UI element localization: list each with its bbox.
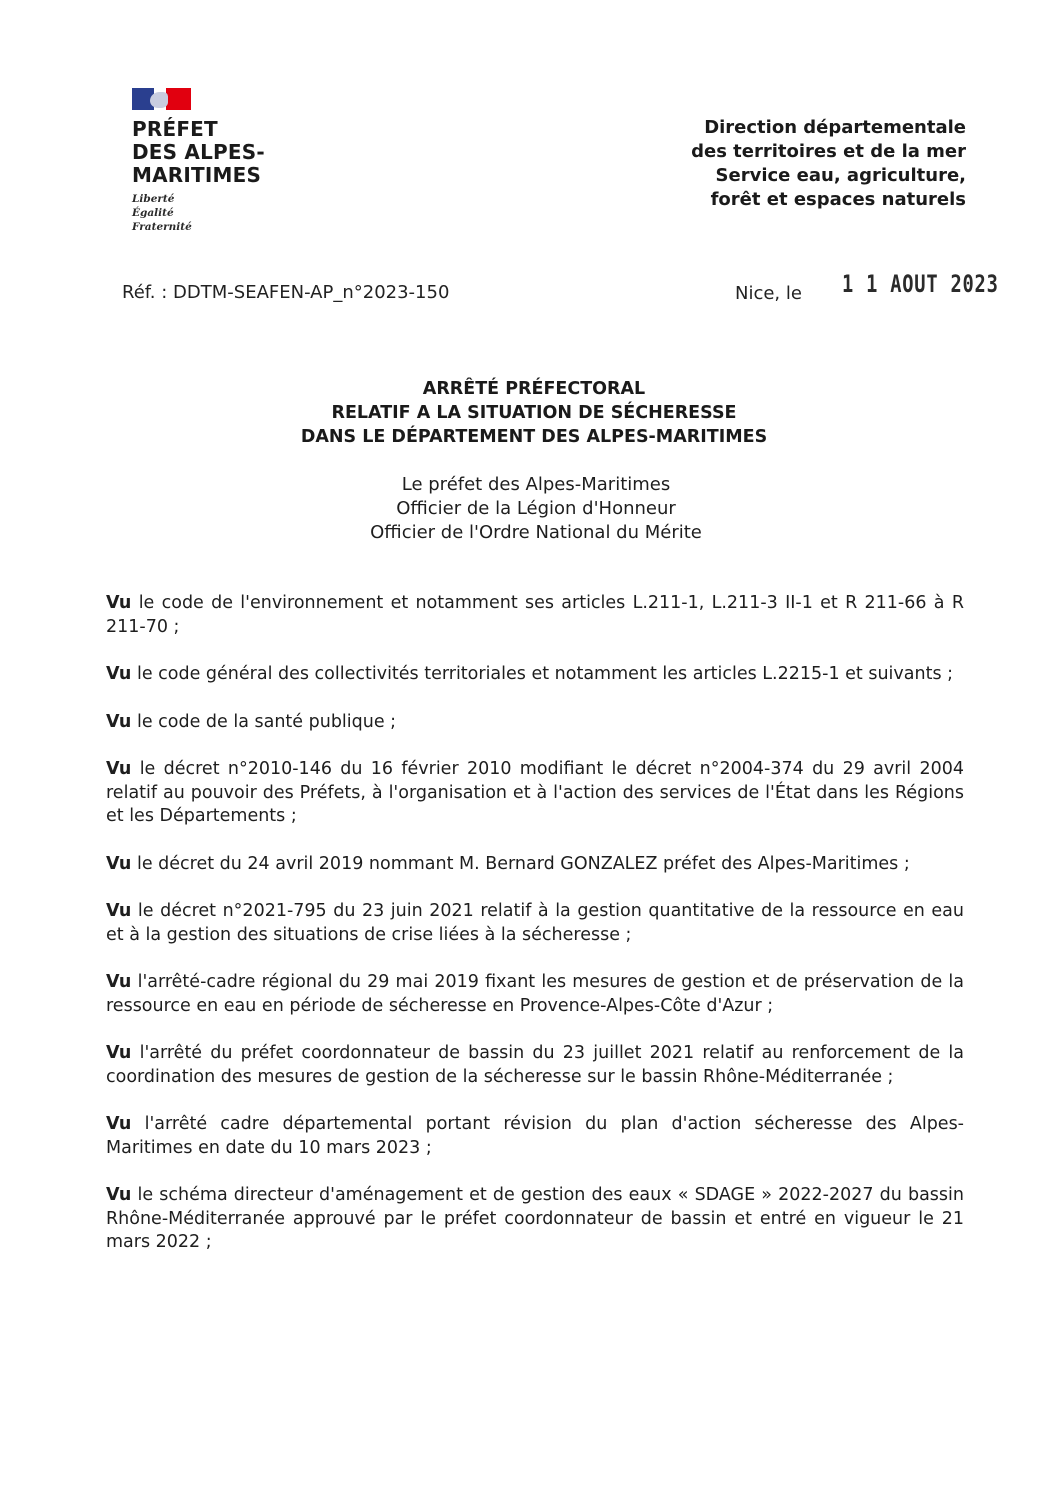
logo-title-line: DES ALPES-	[132, 140, 265, 164]
vu-lead: Vu	[106, 593, 132, 613]
consideration-paragraph	[106, 900, 964, 947]
prefect-identity	[0, 473, 1060, 545]
title-line: ARRÊTÉ PRÉFECTORAL	[422, 379, 646, 399]
prefect-line: Officier de la Légion d'Honneur	[396, 498, 676, 519]
vu-lead: Vu	[106, 1043, 132, 1063]
direction-line: forêt et espaces naturels	[710, 189, 966, 210]
republic-motto	[132, 192, 312, 234]
consideration-paragraph	[106, 1042, 964, 1089]
vu-lead: Vu	[106, 759, 132, 779]
marianne-flag-icon	[132, 88, 191, 110]
vu-lead: Vu	[106, 853, 132, 874]
logo-title-line: PRÉFET	[132, 117, 218, 141]
issuing-direction	[691, 116, 966, 212]
title-line: RELATIF A LA SITUATION DE SÉCHERESSE	[331, 403, 737, 423]
title-line: DANS LE DÉPARTEMENT DES ALPES-MARITIMES	[300, 427, 768, 447]
vu-lead: Vu	[106, 1114, 132, 1134]
motto-line: Fraternité	[132, 221, 192, 233]
consideration-text: le code de l'environnement et notamment ses articles L.211-1, L.211-3 II-1 et R 211-66 à R 211-70 ;	[106, 593, 964, 637]
consideration-text: le décret n°2021-795 du 23 juin 2021 relatif à la gestion quantitative de la ressource en eau et à la gestion des situations de crise liées à la sécheresse ;	[106, 901, 964, 945]
vu-lead: Vu	[106, 711, 132, 732]
consideration-paragraph	[106, 853, 964, 877]
consideration-paragraph	[106, 971, 964, 1018]
consideration-paragraph	[106, 1113, 964, 1160]
direction-line: Direction départementale	[704, 117, 966, 138]
prefecture-logo	[132, 88, 312, 234]
direction-line: des territoires et de la mer	[691, 141, 966, 162]
logo-title	[132, 118, 312, 187]
consideration-text: l'arrêté cadre départemental portant révision du plan d'action sécheresse des Alpes-Maritimes en date du 10 mars 2023 ;	[106, 1114, 964, 1158]
consideration-paragraph	[106, 1184, 964, 1255]
prefect-line: Officier de l'Ordre National du Mérite	[370, 522, 702, 543]
consideration-text: le décret n°2010-146 du 16 février 2010 modifiant le décret n°2004-374 du 29 avril 2004 relatif au pouvoir des Préfets, à l'organisation et à l'action des services de l'État dans les Régions et les Départements ;	[106, 759, 964, 826]
direction-line: Service eau, agriculture,	[715, 165, 966, 186]
vu-lead: Vu	[106, 901, 132, 921]
vu-lead: Vu	[106, 1185, 132, 1205]
consideration-paragraph	[106, 711, 964, 735]
consideration-paragraph	[106, 758, 964, 829]
logo-title-line: MARITIMES	[132, 163, 262, 187]
consideration-text: le code de la santé publique ;	[131, 711, 397, 732]
consideration-text: le décret du 24 avril 2019 nommant M. Bernard GONZALEZ préfet des Alpes-Maritimes ;	[131, 853, 910, 874]
vu-lead: Vu	[106, 972, 132, 992]
document-title	[0, 377, 1060, 449]
vu-lead: Vu	[106, 664, 132, 684]
considerations-list	[106, 592, 964, 1255]
consideration-paragraph	[106, 592, 964, 639]
motto-line: Égalité	[132, 207, 174, 219]
date-stamp: 1 1 AOUT 2023	[842, 270, 999, 298]
consideration-text: l'arrêté-cadre régional du 29 mai 2019 fixant les mesures de gestion et de préservation de la ressource en eau en période de sécheresse en Provence-Alpes-Côte d'Azur ;	[106, 972, 964, 1016]
consideration-text: le schéma directeur d'aménagement et de gestion des eaux « SDAGE » 2022-2027 du bassin Rhône-Méditerranée approuvé par le préfet coordonnateur de bassin et entré en vigueur le 21 mars 2022 ;	[106, 1185, 964, 1252]
place-label: Nice, le	[735, 283, 802, 304]
motto-line: Liberté	[132, 193, 175, 205]
document-reference: Réf. : DDTM-SEAFEN-AP_n°2023-150	[122, 282, 450, 303]
prefect-line: Le préfet des Alpes-Maritimes	[401, 474, 671, 495]
consideration-paragraph	[106, 663, 964, 687]
consideration-text: l'arrêté du préfet coordonnateur de bassin du 23 juillet 2021 relatif au renforcement de la coordination des mesures de gestion de la sécheresse sur le bassin Rhône-Méditerranée ;	[106, 1043, 964, 1087]
consideration-text: le code général des collectivités territoriales et notamment les articles L.2215-1 et suivants ;	[131, 664, 954, 684]
